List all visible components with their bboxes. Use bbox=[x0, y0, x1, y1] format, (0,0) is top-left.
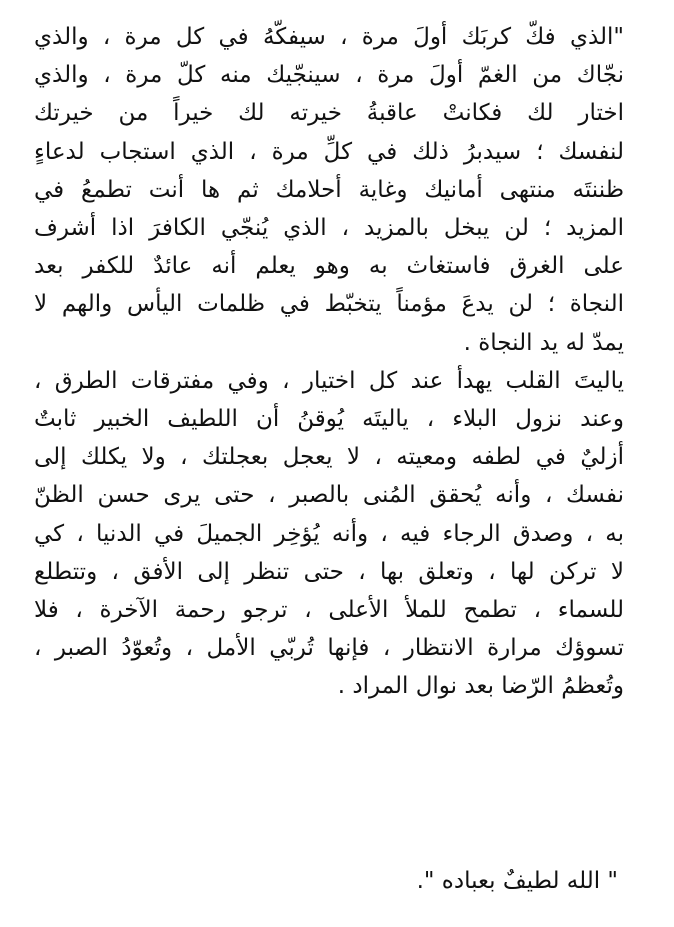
closing-quote: " الله لطيفٌ بعباده ". bbox=[416, 868, 618, 894]
text-line: النجاة ؛ لن يدعَ مؤمناً يتخبّط في ظلمات اليأس والهم لا bbox=[34, 291, 624, 318]
text-line: المزيد ؛ لن يبخل بالمزيد ، الذي يُنجّي الكافرَ اذا أشرف bbox=[34, 215, 624, 242]
text-line: يمدّ له يد النجاة . bbox=[463, 329, 624, 356]
text-line: للسماء ، تطمح للملأ الأعلى ، ترجو رحمة الآخرة ، فلا bbox=[34, 597, 624, 624]
paragraph-2 bbox=[34, 362, 624, 706]
text-line: ياليتَ القلب يهدأ عند كل اختيار ، وفي مفترقات الطرق ، bbox=[34, 367, 624, 394]
paragraph-1 bbox=[34, 18, 624, 362]
text-line: "الذي فكّ كربَك أولَ مرة ، سيفكّهُ في كل مرة ، والذي bbox=[34, 24, 624, 50]
text-line: ظننتَه منتهى أمانيك وغاية أحلامك ثم ها أنت تطمعُ في bbox=[34, 176, 624, 203]
body-text bbox=[34, 18, 624, 706]
text-line: وعند نزول البلاء ، ياليتَه يُوقنُ أن اللطيف الخبير ثابتٌ bbox=[34, 406, 624, 433]
text-line: تسوؤك مرارة الانتظار ، فإنها تُربّي الأمل ، وتُعوّدُ الصبر ، bbox=[34, 635, 624, 662]
text-line: أزليٌ في لطفه ومعيته ، لا يعجل بعجلتك ، ولا يكلك إلى bbox=[34, 444, 624, 471]
text-line: لنفسك ؛ سيدبرُ ذلك في كلِّ مرة ، الذي استجاب لدعاءٍ bbox=[34, 138, 624, 165]
text-line: وتُعظمُ الرّضا بعد نوال المراد . bbox=[337, 673, 624, 700]
text-line: لا تركن لها ، وتعلق بها ، حتى تنظر إلى الأفق ، وتتطلع bbox=[34, 558, 624, 585]
text-line: على الغرق فاستغاث به وهو يعلم أنه عائدٌ للكفر بعد bbox=[34, 253, 624, 280]
text-line: اختار لك فكانتْ عاقبةُ خيرته لك خيراً من خيرتك bbox=[34, 100, 624, 127]
text-line: نجّاك من الغمّ أولَ مرة ، سينجّيك منه كلّ مرة ، والذي bbox=[34, 62, 624, 89]
text-line: نفسك ، وأنه يُحقق المُنى بالصبر ، حتى يرى حسن الظنّ bbox=[34, 482, 624, 509]
text-line: به ، وصدق الرجاء فيه ، وأنه يُؤخِر الجميلَ في الدنيا ، كي bbox=[34, 520, 624, 547]
